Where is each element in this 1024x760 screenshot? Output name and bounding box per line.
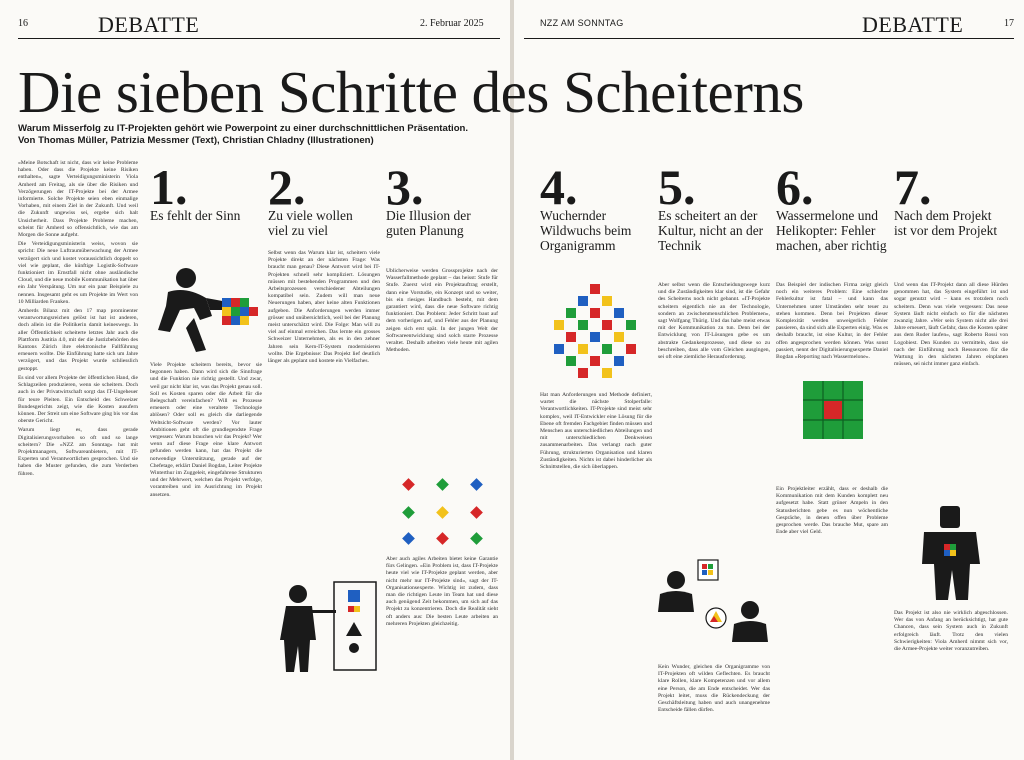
pixel-grid-organigram-icon: [544, 282, 648, 388]
green-block-grid-icon: [802, 380, 864, 440]
diamond-grid-icon: [392, 474, 492, 550]
step-2-title: Zu viele wollen viel zu viel: [268, 208, 353, 238]
section-title-left: DEBATTE: [98, 12, 200, 37]
header-rule-left: [18, 38, 500, 39]
page-number-left: 16: [18, 18, 28, 29]
step-2-number: 2.: [268, 159, 306, 215]
issue-date: 2. Februar 2025: [420, 18, 484, 29]
step-7-continuation: Das Projekt ist also nie wirklich abgeschlossen. Wer das von Anfang an berücksichtigt, hat gute Chancen, dass sein System auch in Zukunft erfolgreich läuft. Trotz den vielen Schwierigkeiten: Viola Amherd nimmt sich vor, die Armee-Projekte weiter voranzutreiben.: [894, 610, 1008, 653]
step-6-title: Wassermelone und Helikopter: Fehler machen, aber richtig: [776, 208, 887, 253]
step-7-title: Nach dem Projekt ist vor dem Projekt: [894, 208, 998, 238]
step-7-text: Und wenn das IT-Projekt dann all diese Hürden genommen hat, das System eingeführt ist und sogar genutzt wird – kann es trotzdem noch scheitern. Denn was viele vergessen: Das neue System läuft nicht einfach so für die nächsten zwanzig Jahre. «Wer sein System nicht alle drei Jahre erneuert, läuft Gefahr, dass die Kosten später aus dem Ruder laufen», sagt Roberto Rossi von Logobiest. Den Kunden zu vermitteln, dass sie nach der Einführung noch Ressourcen für die Wartung in den nächsten Jahren einplanen müssen, sei nicht immer ganz einfach.: [894, 282, 1008, 368]
header-rule-right: [524, 38, 1014, 39]
step-5-continuation: Kein Wunder, gleichen die Organigramme von IT-Projekten oft wilden Geflechten. Es braucht klare Rollen, klare Kompetenzen und vor allem eine Person, die am Ende entscheidet. Wer das Projekt leitet, muss die Rückendeckung der Geschäftsleitung haben und auch unangenehme Entscheide fällen dürfen.: [658, 664, 770, 714]
step-6-text: Das Beispiel der indischen Firma zeigt gleich noch ein weiteres Problem: Eine schlechte Fehlerkultur ist fatal – und kann das Unternehmen unter Umständen sehr teuer zu stehen kommen. Denn bei Projekten dieser Komplexität werden unweigerlich Fehler passieren, da sind sich alle Experten einig. Was es deshalb braucht, ist eine Kultur, in der Fehler offen angesprochen werden können. Was sonst passiert, nennt der Digitalisierungsexperte Daniel Bogdan «Reporting nach Wassermelone».: [776, 282, 888, 361]
intro-paragraph: Es sind vor allem Projekte der öffentlichen Hand, die Schlagzeilen produzieren, wenn sie scheitern. Doch auch in der Privatwirtschaft sorgt das IT-Ungeheuer für teure Pleiten. Ein Entscheid des Schweizer Bundesgerichts zeigt, wie die Kosten ausufern können. Der Streit um eine Software ging bis vor das oberste Gericht.: [18, 374, 138, 425]
step-1-number: 1.: [150, 159, 188, 215]
step-5-text: Aber selbst wenn die Entscheidungswege kurz und die Zuständigkeiten klar sind, ist die Gefahr des Scheiterns noch nicht gebannt. «IT-Projekte scheitern eigentlich nie an der Technologie, sondern an zwischenmenschlichen Problemen», sagt Wolfgang Thürig. Und das habe meist etwas mit der Kommunikation zu tun. Denn bei der Entwicklung von IT-Lösungen gebe es um abstrakte Gedankenprozesse, und diese so zu beschreiben, dass alle vom Gleichen ausgingen, sei oft eine ziemliche Herausforderung.: [658, 282, 770, 361]
step-5-title: Es scheitert an der Kultur, nicht an der Technik: [658, 208, 764, 253]
figure-pushing-block-icon: [150, 258, 260, 358]
step-7-number: 7.: [894, 159, 932, 215]
figures-with-triangles-icon: [654, 550, 774, 660]
figure-presenting-board-icon: [272, 576, 382, 676]
section-title-right: DEBATTE: [862, 12, 964, 37]
intro-paragraph: Amherds Bilanz mit den 17 map prominenter verantwortungsreichen gelöst ist hat ist anderen, doch allein ist die Politikerin damit keineswegs. In aller Öffentlichkeit scheiterte letztes Jahr auch die Plattform Justitia 4.0, mit der die Justizbehörden des Kantons Zürich ihre elektronische Fallführung erneuern wollte. Die Einführung hatte sich um Jahre verzögert, und das Projekt wurde schliesslich gestoppt.: [18, 308, 138, 372]
step-4-number: 4.: [540, 159, 578, 215]
newspaper-name: NZZ AM SONNTAG: [540, 18, 624, 28]
intro-paragraph: «Meine Botschaft ist nicht, dass wir keine Probleme haben. Oder dass die Projekte keine Risiken enthalten», sagte Verteidigungsministerin Viola Amherd am Freitag, als sie über die Risiken und Verzögerungen der IT-Projekte bei der Armee informierte. Solche Projekte seien eben einmalige Vorhaben, mit einem Ziel in der Zukunft. Und weil die Zukunft ungewiss sei, ergebe sich halt Unsicherheit. Dass Projekte Probleme machen, scheint für Amherd so offensichtlich, wie das am Morgen die Sonne aufgeht.: [18, 160, 138, 239]
step-5-number: 5.: [658, 159, 696, 215]
step-4-title: Wuchernder Wildwuchs beim Organigramm: [540, 208, 632, 253]
step-6-number: 6.: [776, 159, 814, 215]
step-1-text: Viele Projekte scheitern bereits, bevor sie begonnen haben. Dann wird sich die Sinnfrage und die Funktion nie richtig gestellt. Und zwar, weil gar nicht klar ist, was das Projekt genau soll. Soll es Kosten sparen oder die Arbeit für die Belegschaft vereinfachen? Will es Prozesse erneuern oder eine veraltete Technologie ablösen? Oder soll es gleich die darliegende Weltsicht-Software werden? Vor lauter Ambitionen geht oft die grundlegendste Frage vergessen: Warum brauchen wir das Projekt? Wer wenn auf diese Frage eine klare Antwort gefunden werden kann, hat das Projekt die notwendige Unterstützung, gerade auf der Chefetage, erklärt Daniel Bogdan, Leiter Projekte Winterthur im Zuggeleit, eingefahrene Strukturen und der Mehrwert, welchen das Projekt verfolge, vorantreiben und im Ausrichtung im Projekt ansetzen.: [150, 362, 262, 498]
article-deck: Warum Misserfolg zu IT-Projekten gehört wie Powerpoint zu einer durchschnittlichen Präsentation.: [18, 123, 469, 134]
step-1-title: Es fehlt der Sinn: [150, 208, 241, 223]
article-byline: Von Thomas Müller, Patrizia Messmer (Text), Christian Chladny (Illustrationen): [18, 135, 374, 146]
step-3-continuation: Aber auch agiles Arbeiten bietet keine Garantie fürs Gelingen. «Ein Problem ist, dass IT-Projekte heute viel wie IT-Projekte geplant werden, aber nicht mehr nur IT-Projekte sind», sagt der IT-Organisationsexperte. Wichtig ist zudem, dass man die richtigen Leute im Team hat und diese auch genügend Zeit bekommen, um sich auf das Projekt zu konzentrieren. Doch die Realität sieht oft anders aus: Die besten Leute arbeiten an mehreren Projekten gleichzeitig.: [386, 556, 498, 627]
step-3-number: 3.: [386, 159, 424, 215]
intro-paragraph: Die Verteidigungsministerin weiss, wovon sie spricht: Die neue Luftraumüberwachung der Armee verzögert sich und kostet voraussichtlich doppelt so viel wie geplant, die künftige Logistik-Software funktioniert im Ernstfall nicht ohne ausländische Cloud, und die neue mobile Kommunikation hat über ein Jahr Verspätung. Um nur ein paar Beispiele zu nennen. Insgesamt geht es um Projekte im Wert von 10 Milliarden Franken.: [18, 241, 138, 305]
intro-column: [18, 160, 138, 500]
step-4-text: Hat man Anforderungen und Methode definiert, wartet die nächste Stolperfalle: Verantwortlichkeiten. IT-Projekte sind meist sehr komplex, weil IT-Entwickler eine Lösung für die Ebene oft fremden Fachgebiet finden müssen und Menschen aus unterschiedlichen Abteilungen und mit unterschiedlichen Denkweisen zusammenarbeiten. Das verlangt nach guter Führung, strukturierten Organisation und klaren Zuständigkeiten. Nichts ist dabei hinderlicher als Schnittstellen, die sich überlappen.: [540, 392, 652, 471]
step-3-title: Die Illusion der guten Planung: [386, 208, 471, 238]
step-6-continuation: Ein Projektleiter erzählt, dass er deshalb die Kommunikation mit dem Kunden komplett neu aufgesetzt habe. Statt grüner Ampeln in den Statusberichten gebe es nun wöchentliche Gespräche, in denen offen über Probleme gesprochen werde. Das brauche Mut, spare am Ende aber viel Geld.: [776, 486, 888, 536]
figure-holding-block-icon: [914, 504, 990, 604]
page-number-right: 17: [1004, 18, 1014, 29]
intro-paragraph: Warum liegt es, dass gerade Digitalisierungsvorhaben so oft und so lange scheitern? Die «NZZ am Sonntag» hat mit Projektmanagern, Softwareanbietern, mit IT-Experten und Verantwortlichen gesprochen. Und sie haben die Muster gefunden, die zum Verderben führen.: [18, 427, 138, 477]
step-2-text: Selbst wenn das Warum klar ist, scheitern viele Projekte direkt an der nächsten Frage: Was braucht man genau? Diese Antwort wird bei IT-Projekten schnell sehr kompliziert. Lösungen müssen mit bestehenden Programmen und den Arbeitsprozessen verschiedener Abteilungen kompatibel sein. Zudem will man neue Neuerungen haben, aber keine alten Funktionen aufgeben. Die Anforderungen werden immer grösser und unübersichtlich, weil bei der Planung meist unterschätzt wird. Die Folge: Man will zu viel auf einmal erreichen. Das lernte ein grosses Schweizer Unternehmen, als es in den zehner Jahren sein Kern-IT-System modernisieren wollte. Die Ergebnisse: Das Projekt lief deutlich länger als geplant und kostete ein Vielfaches.: [268, 250, 380, 365]
step-3-text: Üblicherweise werden Grossprojekte nach der Wasserfallmethode geplant – das heisst: Stufe für Stufe. Zuerst wird ein Projektauftrag erstellt, dann eine Vorstudie, ein Konzept und so weiter, bis ein riesiges Handbuch besteht, mit dem garantiert wird, dass die neue Software richtig funktioniert. Das Problem: Jeder Schritt baut auf dem vorherigen auf, und Fehler aus der Planung zeigen sich erst spät. In der jungen Welt der Softwareentwicklung sind solch starre Prozesse veraltet. Deshalb arbeiten viele heute mit agilen Methoden.: [386, 268, 498, 354]
article-headline: Die sieben Schritte des Scheiterns: [18, 59, 804, 125]
